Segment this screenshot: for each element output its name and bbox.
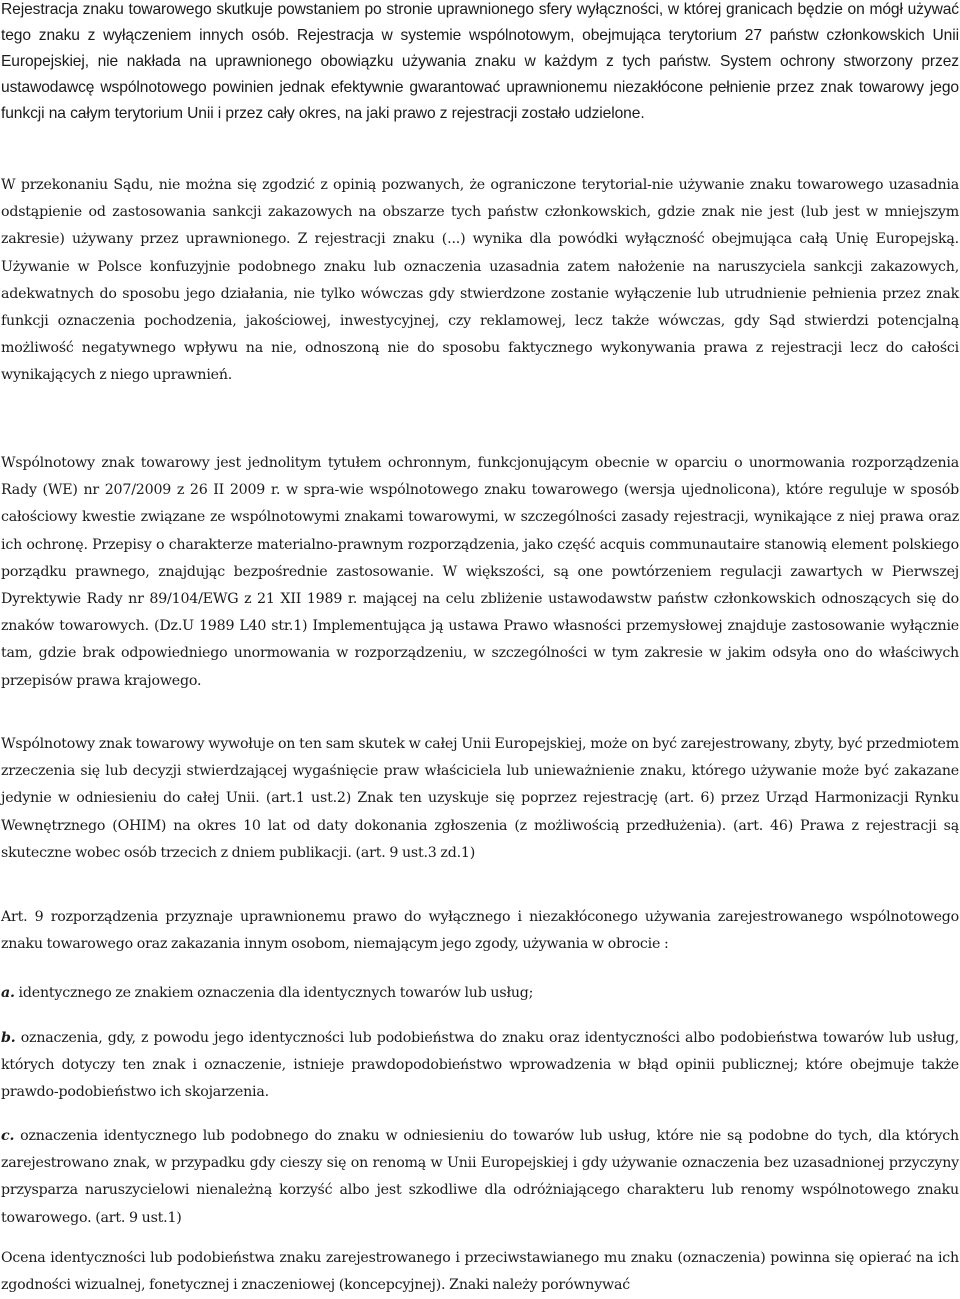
- list-item-c: [1, 1123, 959, 1232]
- paragraph-registration-effects: Rejestracja znaku towarowego skutkuje powstaniem po stronie uprawnionego sfery wyłączności, w której granicach będzie on mógł używać tego znaku z wyłączeniem innych osób. Rejestracja w systemie wspólnotowym, obejmująca terytorium 27 państw członkowskich Unii Europejskiej, nie nakłada na uprawnionego obowiązku używania znaku w każdym z tych państw. System ochrony stworzony przez ustawodawcę wspólnotowego powinien jednak efektywnie gwarantować uprawnionemu niezakłócone pełnienie przez znak towarowy jego funkcji na całym terytorium Unii i przez cały okres, na jaki prawo z rejestracji zostało udzielone.: [1, 1, 959, 122]
- list-item-letter: a.: [1, 985, 15, 1001]
- list-item-text: oznaczenia, gdy, z powodu jego identyczności lub podobieństwa do znaku oraz identyczności albo podobieństwa towarów lub usług, których dotyczy ten znak i oznaczenie, istnieje prawdopodobieństwo wprowadzenia w błąd opinii publicznej; które obejmuje także prawdo-podobieństwo ich skojarzenia.: [1, 1030, 959, 1101]
- list-item-letter: c.: [1, 1128, 15, 1144]
- paragraph-article-9: Art. 9 rozporządzenia przyznaje uprawnionemu prawo do wyłącznego i niezakłóconego używania zarejestrowanego wspólnotowego znaku towarowego oraz zakazania innym osobom, niemającym jego zgody, używania w obrocie :: [1, 909, 959, 953]
- list-item-letter: b.: [1, 1030, 16, 1046]
- paragraph-court-opinion: W przekonaniu Sądu, nie można się zgodzić z opinią pozwanych, że ograniczone terytorial-nie używanie znaku towarowego uzasadnia odstąpienie od zastosowania sankcji zakazowych na obszarze tych państw członkowskich, gdzie znak nie jest (lub jest w mniejszym zakresie) używany przez uprawnionego. Z rejestracji znaku (...) wynika dla powódki wyłączność obejmująca całą Unię Europejską. Używanie w Polsce konfuzyjnie podobnego znaku lub oznaczenia uzasadnia zatem nałożenie na naruszyciela sankcji zakazowych, adekwatnych do sposobu jego działania, nie tylko wówczas gdy stwierdzone zostanie wyłączenie lub utrudnienie pełnienia przez znak funkcji oznaczenia pochodzenia, jakościowej, inwestycyjnej, czy reklamowej, lecz także wówczas, gdy Sąd stwierdzi potencjalną możliwość negatywnego wpływu na nie, odnoszoną nie do sposobu faktycznego wykonywania prawa z rejestracji lecz do całości wynikających z niego uprawnień.: [1, 177, 959, 384]
- list-item-a: [1, 980, 959, 1007]
- list-item-b: [1, 1025, 959, 1107]
- list-item-text: oznaczenia identycznego lub podobnego do znaku w odniesieniu do towarów lub usług, które nie są podobne do tych, dla których zarejestrowano znak, w przypadku gdy cieszy się on renomą w Unii Europejskiej i gdy używanie oznaczenia bez uzasadnionej przyczyny przysparza naruszycielowi nienależną korzyść albo jest szkodliwe dla odróżniającego charakteru lub renomy wspólnotowego znaku towarowego. (art. 9 ust.1): [1, 1128, 959, 1226]
- paragraph-trademark-effects: Wspólnotowy znak towarowy wywołuje on ten sam skutek w całej Unii Europejskiej, może on być zarejestrowany, zbyty, być przedmiotem zrzeczenia się lub decyzji stwierdzającej wygaśnięcie praw właściciela lub unieważnienie znaku, którego używanie może być zakazane jedynie w odniesieniu do całej Unii. (art.1 ust.2) Znak ten uzyskuje się poprzez rejestrację (art. 6) przez Urząd Harmonizacji Rynku Wewnętrznego (OHIM) na okres 10 lat od daty dokonania zgłoszenia (z możliwością przedłużenia). (art. 46) Prawa z rejestracji są skuteczne wobec osób trzecich z dniem publikacji. (art. 9 ust.3 zd.1): [1, 736, 959, 861]
- paragraph-community-trademark-regulation: Wspólnotowy znak towarowy jest jednolitym tytułem ochronnym, funkcjonującym obecnie w oparciu o unormowania rozporządzenia Rady (WE) nr 207/2009 z 26 II 2009 r. w spra-wie wspólnotowego znaku towarowego (wersja ujednolicona), które reguluje w sposób całościowy kwestie związane ze wspólnotowymi znakami towarowymi, w szczególności zasady rejestracji, wynikające z niej prawa oraz ich ochronę. Przepisy o charakterze materialno-prawnym rozporządzenia, jako część acquis communautaire stanowią element polskiego porządku prawnego, znajdując bezpośrednie zastosowanie. W większości, są one powtórzeniem regulacji zawartych w Pierwszej Dyrektywie Rady nr 89/104/EWG z 21 XII 1989 r. mającej na celu zbliżenie ustawodawstw państw członkowskich odnoszących się do znaków towarowych. (Dz.U 1989 L40 str.1) Implementująca ją ustawa Prawo własności przemysłowej znajduje zastosowanie wyłącznie tam, gdzie brak odpowiedniego unormowania w rozporządzeniu, w szczególności w tym zakresie w jakim odsyła ono do właściwych przepisów prawa krajowego.: [1, 455, 959, 689]
- paragraph-similarity-assessment: Ocena identyczności lub podobieństwa znaku zarejestrowanego i przeciwstawianego mu znaku (oznaczenia) powinna się opierać na ich zgodności wizualnej, fonetycznej i znaczeniowej (koncepcyjnej). Znaki należy porównywać: [1, 1250, 959, 1294]
- list-item-text: identycznego ze znakiem oznaczenia dla identycznych towarów lub usług;: [14, 985, 534, 1001]
